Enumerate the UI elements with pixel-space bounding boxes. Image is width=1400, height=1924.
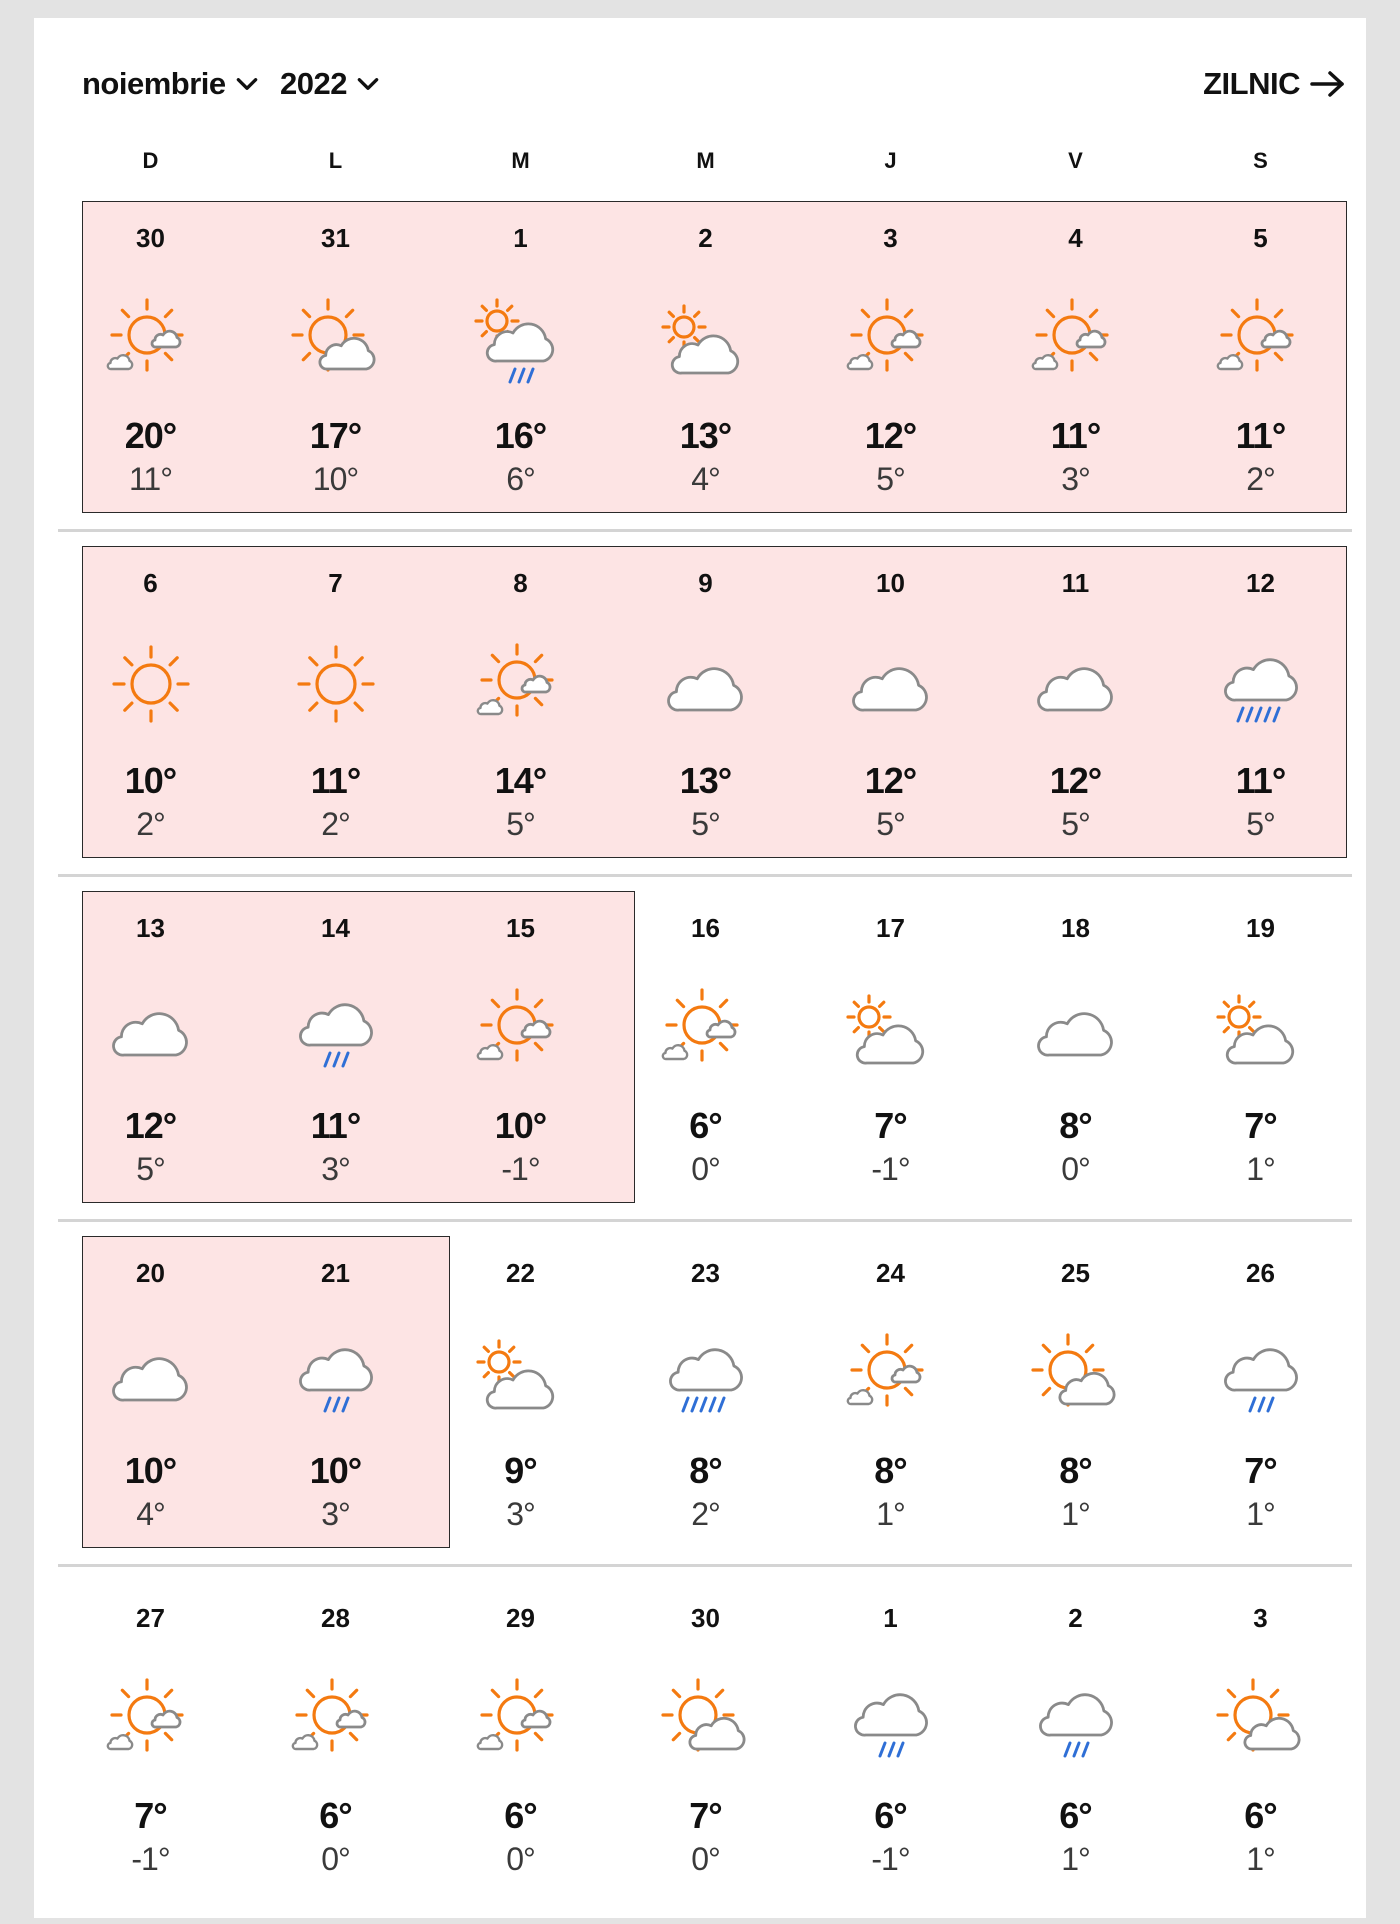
max-temperature: 20° xyxy=(124,415,177,456)
min-temperature: 2° xyxy=(321,806,350,842)
day-number: 29 xyxy=(506,1603,535,1633)
day-cell[interactable] xyxy=(798,893,983,1193)
day-cell[interactable] xyxy=(613,1238,798,1538)
day-number: 18 xyxy=(1061,913,1090,943)
sun-cloud-small-icon xyxy=(473,636,569,732)
week-divider xyxy=(58,529,1352,532)
day-number: 6 xyxy=(143,568,158,598)
day-cell[interactable] xyxy=(58,203,243,503)
min-temperature: 1° xyxy=(876,1496,905,1532)
min-temperature: 1° xyxy=(1246,1496,1275,1532)
day-number: 3 xyxy=(1253,1603,1268,1633)
min-temperature: 1° xyxy=(1061,1496,1090,1532)
min-temperature: 5° xyxy=(1061,806,1090,842)
cloud-rain-icon xyxy=(288,981,384,1077)
min-temperature: 2° xyxy=(1246,461,1275,497)
weekday-label: D xyxy=(142,148,159,173)
day-number: 14 xyxy=(321,913,350,943)
max-temperature: 7° xyxy=(1244,1450,1277,1491)
sun-cloud-small-icon xyxy=(103,291,199,387)
weekday-label: V xyxy=(1068,148,1083,173)
sun-cloud-small-icon xyxy=(843,1326,939,1422)
max-temperature: 13° xyxy=(679,415,732,456)
sun-cloud-small-icon xyxy=(473,981,569,1077)
min-temperature: 3° xyxy=(1061,461,1090,497)
max-temperature: 10° xyxy=(124,1450,177,1491)
min-temperature: 0° xyxy=(691,1841,720,1877)
cloud-sun-icon xyxy=(843,981,939,1077)
max-temperature: 12° xyxy=(1049,760,1102,801)
day-cell[interactable] xyxy=(798,548,983,848)
day-number: 26 xyxy=(1246,1258,1275,1288)
sun-cloud-small-icon xyxy=(103,1671,199,1767)
max-temperature: 12° xyxy=(864,415,917,456)
cloud-heavy-rain-icon xyxy=(1213,636,1309,732)
day-cell[interactable] xyxy=(243,203,428,503)
max-temperature: 11° xyxy=(1050,415,1101,456)
day-number: 3 xyxy=(883,223,898,253)
day-cell[interactable] xyxy=(243,548,428,848)
day-number: 19 xyxy=(1246,913,1275,943)
min-temperature: 3° xyxy=(506,1496,535,1532)
cloud-sun-icon xyxy=(1213,981,1309,1077)
day-cell[interactable] xyxy=(428,203,613,503)
sun-cloud-small-icon xyxy=(1028,291,1124,387)
day-number: 12 xyxy=(1246,568,1275,598)
day-cell[interactable] xyxy=(428,1238,613,1538)
day-cell[interactable] xyxy=(613,893,798,1193)
day-cell[interactable] xyxy=(1168,203,1353,503)
day-number: 4 xyxy=(1068,223,1083,253)
weekday-label: L xyxy=(328,148,343,173)
min-temperature: 2° xyxy=(691,1496,720,1532)
min-temperature: -1° xyxy=(501,1151,540,1187)
max-temperature: 14° xyxy=(494,760,547,801)
max-temperature: 10° xyxy=(124,760,177,801)
min-temperature: 6° xyxy=(506,461,535,497)
max-temperature: 12° xyxy=(124,1105,177,1146)
sun-cloud-small-icon xyxy=(1213,291,1309,387)
max-temperature: 7° xyxy=(689,1795,722,1836)
max-temperature: 6° xyxy=(689,1105,722,1146)
cloud-icon xyxy=(1028,981,1124,1077)
day-number: 24 xyxy=(876,1258,905,1288)
day-cell[interactable] xyxy=(1168,1238,1353,1538)
max-temperature: 10° xyxy=(309,1450,362,1491)
cloud-rain-icon xyxy=(843,1671,939,1767)
min-temperature: 0° xyxy=(691,1151,720,1187)
max-temperature: 11° xyxy=(310,760,361,801)
sun-cloud-small-icon xyxy=(843,291,939,387)
max-temperature: 6° xyxy=(1244,1795,1277,1836)
max-temperature: 6° xyxy=(874,1795,907,1836)
min-temperature: 5° xyxy=(136,1151,165,1187)
week-divider xyxy=(58,1219,1352,1222)
day-number: 21 xyxy=(321,1258,350,1288)
max-temperature: 8° xyxy=(689,1450,722,1491)
day-cell[interactable] xyxy=(58,1238,243,1538)
calendar-grid xyxy=(34,18,1366,1918)
day-cell[interactable] xyxy=(798,1583,983,1883)
max-temperature: 7° xyxy=(1244,1105,1277,1146)
day-cell[interactable] xyxy=(613,1583,798,1883)
month-label: noiembrie xyxy=(82,66,226,101)
cloud-heavy-rain-icon xyxy=(658,1326,754,1422)
sun-cloud-small-icon xyxy=(473,1671,569,1767)
cloud-rain-icon xyxy=(288,1326,384,1422)
day-number: 7 xyxy=(328,568,343,598)
cloud-sun-icon xyxy=(473,1326,569,1422)
max-temperature: 6° xyxy=(319,1795,352,1836)
day-cell[interactable] xyxy=(243,1583,428,1883)
max-temperature: 13° xyxy=(679,760,732,801)
sun-icon xyxy=(103,636,199,732)
cloud-icon xyxy=(103,981,199,1077)
max-temperature: 10° xyxy=(494,1105,547,1146)
weekday-label: J xyxy=(884,148,897,173)
day-number: 10 xyxy=(876,568,905,598)
min-temperature: 2° xyxy=(136,806,165,842)
weekday-label: S xyxy=(1253,148,1268,173)
day-cell[interactable] xyxy=(798,203,983,503)
day-number: 17 xyxy=(876,913,905,943)
cloud-rain-icon xyxy=(1213,1326,1309,1422)
max-temperature: 12° xyxy=(864,760,917,801)
day-cell[interactable] xyxy=(983,1583,1168,1883)
day-cell[interactable] xyxy=(243,893,428,1193)
day-cell[interactable] xyxy=(613,548,798,848)
sun-cloud-small-icon xyxy=(288,1671,384,1767)
sun-cloud-icon xyxy=(658,1671,754,1767)
min-temperature: 0° xyxy=(321,1841,350,1877)
day-number: 28 xyxy=(321,1603,350,1633)
day-number: 15 xyxy=(506,913,535,943)
day-cell[interactable] xyxy=(428,1583,613,1883)
min-temperature: 0° xyxy=(506,1841,535,1877)
day-cell[interactable] xyxy=(428,893,613,1193)
day-number: 1 xyxy=(513,223,528,253)
min-temperature: 1° xyxy=(1246,1841,1275,1877)
min-temperature: 11° xyxy=(128,461,172,497)
cloud-icon xyxy=(658,636,754,732)
cloud-icon xyxy=(103,1326,199,1422)
day-number: 22 xyxy=(506,1258,535,1288)
min-temperature: 4° xyxy=(136,1496,165,1532)
min-temperature: 5° xyxy=(506,806,535,842)
day-number: 27 xyxy=(136,1603,165,1633)
day-cell[interactable] xyxy=(983,203,1168,503)
min-temperature: 1° xyxy=(1061,1841,1090,1877)
sun-icon xyxy=(288,636,384,732)
day-cell[interactable] xyxy=(243,1238,428,1538)
max-temperature: 8° xyxy=(874,1450,907,1491)
max-temperature: 8° xyxy=(1059,1450,1092,1491)
day-number: 30 xyxy=(136,223,165,253)
day-number: 11 xyxy=(1061,568,1090,598)
day-cell[interactable] xyxy=(58,893,243,1193)
day-number: 9 xyxy=(698,568,713,598)
min-temperature: 0° xyxy=(1061,1151,1090,1187)
max-temperature: 6° xyxy=(1059,1795,1092,1836)
sun-cloud-icon xyxy=(288,291,384,387)
min-temperature: 10° xyxy=(312,461,359,497)
sun-cloud-small-icon xyxy=(658,981,754,1077)
day-cell[interactable] xyxy=(58,1583,243,1883)
day-cell[interactable] xyxy=(798,1238,983,1538)
day-cell[interactable] xyxy=(58,548,243,848)
day-number: 8 xyxy=(513,568,528,598)
max-temperature: 11° xyxy=(1235,760,1286,801)
day-number: 13 xyxy=(136,913,165,943)
day-cell[interactable] xyxy=(1168,1583,1353,1883)
min-temperature: -1° xyxy=(131,1841,170,1877)
day-number: 5 xyxy=(1253,223,1268,253)
day-number: 23 xyxy=(691,1258,720,1288)
weekday-label: M xyxy=(696,148,715,173)
cloud-sun-icon xyxy=(658,291,754,387)
day-number: 30 xyxy=(691,1603,720,1633)
day-cell[interactable] xyxy=(613,203,798,503)
cloud-sun-rain-icon xyxy=(473,291,569,387)
min-temperature: 5° xyxy=(876,461,905,497)
cloud-icon xyxy=(1028,636,1124,732)
min-temperature: 5° xyxy=(1246,806,1275,842)
cloud-icon xyxy=(843,636,939,732)
min-temperature: -1° xyxy=(871,1841,910,1877)
day-number: 1 xyxy=(883,1603,898,1633)
min-temperature: -1° xyxy=(871,1151,910,1187)
max-temperature: 6° xyxy=(504,1795,537,1836)
max-temperature: 16° xyxy=(494,415,547,456)
forecast-calendar xyxy=(34,18,1366,1918)
week-divider xyxy=(58,874,1352,877)
day-number: 2 xyxy=(698,223,713,253)
sun-cloud-icon xyxy=(1028,1326,1124,1422)
cloud-rain-icon xyxy=(1028,1671,1124,1767)
min-temperature: 3° xyxy=(321,1496,350,1532)
week-divider xyxy=(58,1564,1352,1567)
day-cell[interactable] xyxy=(1168,893,1353,1193)
day-cell[interactable] xyxy=(1168,548,1353,848)
day-cell[interactable] xyxy=(428,548,613,848)
max-temperature: 11° xyxy=(1235,415,1286,456)
day-number: 16 xyxy=(691,913,720,943)
day-number: 25 xyxy=(1061,1258,1090,1288)
max-temperature: 17° xyxy=(309,415,362,456)
day-cell[interactable] xyxy=(983,1238,1168,1538)
min-temperature: 5° xyxy=(876,806,905,842)
sun-cloud-icon xyxy=(1213,1671,1309,1767)
day-number: 31 xyxy=(321,223,350,253)
min-temperature: 1° xyxy=(1246,1151,1275,1187)
day-cell[interactable] xyxy=(983,548,1168,848)
max-temperature: 7° xyxy=(874,1105,907,1146)
weekday-label: M xyxy=(511,148,530,173)
daily-link-label: ZILNIC xyxy=(1203,66,1300,101)
max-temperature: 9° xyxy=(504,1450,537,1491)
min-temperature: 4° xyxy=(691,461,720,497)
max-temperature: 7° xyxy=(134,1795,167,1836)
day-cell[interactable] xyxy=(983,893,1168,1193)
min-temperature: 5° xyxy=(691,806,720,842)
min-temperature: 3° xyxy=(321,1151,350,1187)
year-label: 2022 xyxy=(280,66,347,101)
max-temperature: 11° xyxy=(310,1105,361,1146)
max-temperature: 8° xyxy=(1059,1105,1092,1146)
day-number: 20 xyxy=(136,1258,165,1288)
day-number: 2 xyxy=(1068,1603,1083,1633)
